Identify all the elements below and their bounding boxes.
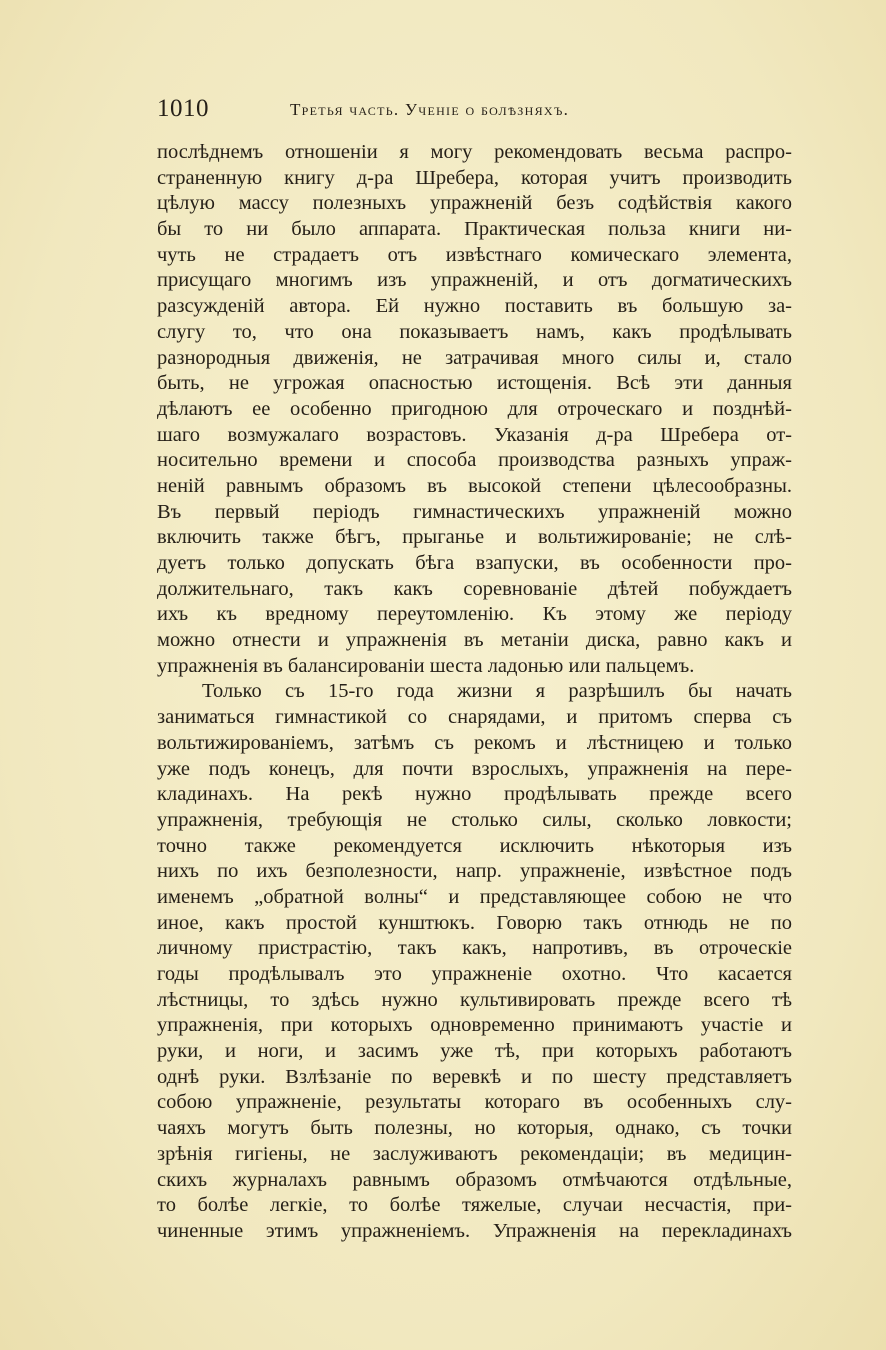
text-line: ихъ къ вредному переутомленію. Къ этому же періоду [157,603,792,626]
text-line: лѣстницы, то здѣсь нужно культивировать прежде всего тѣ [157,988,792,1011]
running-title: Третья часть. Ученіе о болѣзняхъ. [290,100,570,119]
text-line: дуетъ только допускать бѣга взапуски, въ особенности про- [157,552,792,574]
text-line: однѣ руки. Взлѣзаніе по веревкѣ и по шесту представляетъ [157,1065,792,1088]
text-line: кладинахъ. На рекѣ нужно продѣлывать прежде всего [157,783,792,806]
text-line: должительнаго, такъ какъ соревнованіе дѣтей побуждаетъ [157,577,792,600]
text-line: быть, не угрожая опасностью истощенія. Всѣ эти данныя [157,372,792,395]
text-line: годы продѣлывалъ это упражненіе охотно. Что касается [157,963,792,985]
text-line: вольтижированіемъ, затѣмъ съ рекомъ и лѣстницею и только [157,731,792,754]
text-line: страненную книгу д-ра Шребера, которая учитъ производить [157,166,792,189]
text-line: включить также бѣгъ, прыганье и вольтижированіе; не слѣ- [157,526,792,549]
text-line: разнородныя движенія, не затрачивая много силы и, стало [157,346,792,369]
text-line: можно отнести и упражненія въ метаніи диска, равно какъ и [157,629,792,652]
text-line: слугу то, что она показываетъ намъ, какъ продѣлывать [157,320,792,343]
paragraph-2 [157,679,792,1244]
text-line: Только съ 15-го года жизни я разрѣшилъ бы начать [202,680,792,703]
page-header [157,95,792,129]
text-line: цѣлую массу полезныхъ упражненій безъ содѣйствія какого [157,192,792,215]
text-line: скихъ журналахъ равнымъ образомъ отмѣчаются отдѣльные, [157,1168,792,1191]
body-text [157,140,792,1245]
text-line: личному пристрастію, такъ какъ, напротивъ, въ отроческіе [157,937,792,960]
text-line: послѣднемъ отношеніи я могу рекомендовать весьма распро- [157,141,792,163]
text-line: нихъ по ихъ безполезности, напр. упражненіе, извѣстное подъ [157,860,792,883]
text-line: собою упражненіе, результаты котораго въ особенныхъ слу- [157,1091,792,1114]
text-line: шаго возмужалаго возрастовъ. Указанія д-ра Шребера от- [157,423,792,446]
text-line: чаяхъ могутъ быть полезны, но которыя, однако, съ точки [157,1117,792,1140]
text-line: чуть не страдаетъ отъ извѣстнаго комическаго элемента, [157,243,792,266]
text-line: чиненные этимъ упражненіемъ. Упражненія на перекладинахъ [157,1219,792,1242]
text-line: носительно времени и способа производства разныхъ упраж- [157,449,792,472]
text-line: разсужденій автора. Ей нужно поставить въ большую за- [157,295,792,318]
text-line: упражненія въ балансированіи шеста ладонью или пальцемъ. [157,654,695,677]
page-number: 1010 [157,95,209,122]
text-line: уже подъ конецъ, для почти взрослыхъ, упражненія на пере- [157,757,792,780]
text-line: дѣлаютъ ее особенно пригодною для отроческаго и позднѣй- [157,397,792,420]
text-line: Въ первый періодъ гимнастическихъ упражненій можно [157,500,792,523]
text-line: иное, какъ простой кунштюкъ. Говорю такъ отнюдь не по [157,911,792,934]
text-line: заниматься гимнастикой со снарядами, и притомъ сперва съ [157,706,792,729]
paragraph-1 [157,140,792,679]
text-line: зрѣнія гигіены, не заслуживаютъ рекомендаціи; въ медицин- [157,1142,792,1165]
text-line: неній равнымъ образомъ въ высокой степени цѣлесообразны. [157,474,792,497]
text-line: упражненія, при которыхъ одновременно принимаютъ участіе и [157,1014,792,1037]
text-line: точно также рекомендуется исключить нѣкоторыя изъ [157,834,792,857]
text-line: бы то ни было аппарата. Практическая польза книги ни- [157,218,792,241]
text-line: руки, и ноги, и засимъ уже тѣ, при которыхъ работаютъ [157,1040,792,1063]
text-line: присущаго многимъ изъ упражненій, и отъ догматическихъ [157,269,792,292]
text-line: упражненія, требующія не столько силы, сколько ловкости; [157,808,792,831]
text-line: именемъ „обратной волны“ и представляющее собою не что [157,885,792,908]
text-line: то болѣе легкіе, то болѣе тяжелые, случаи несчастія, при- [157,1194,792,1217]
